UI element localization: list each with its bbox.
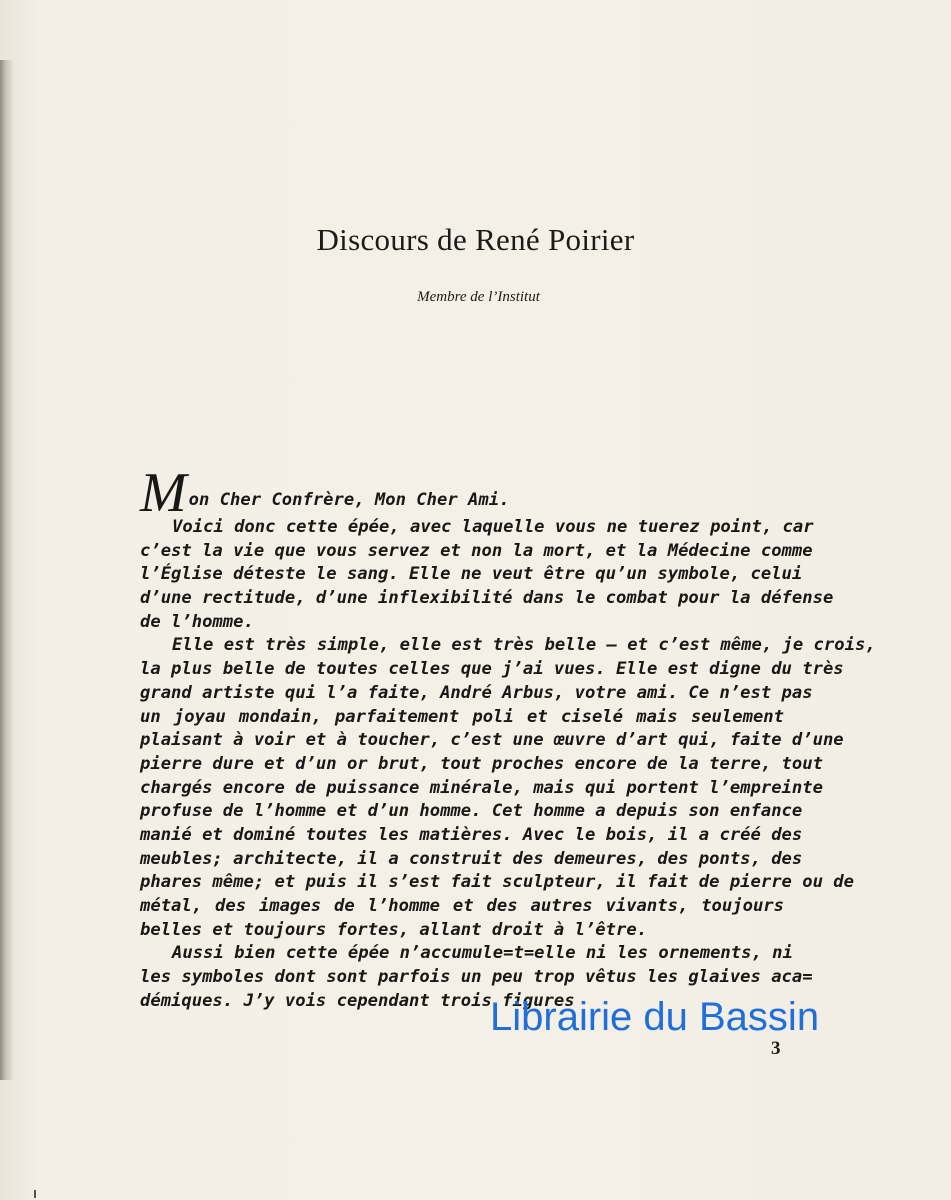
text-line: un joyau mondain, parfaitement poli et ciselé mais seulement <box>140 706 784 727</box>
text-line: Elle est très simple, elle est très belle — et c’est même, je crois, <box>172 635 876 656</box>
text-line: profuse de l’homme et d’un homme. Cet homme a depuis son enfance <box>140 801 803 822</box>
binding-mark <box>34 1190 36 1198</box>
page-number: 3 <box>771 1038 781 1059</box>
text-line: Aussi bien cette épée n’accumule=t=elle ni les ornements, ni <box>172 943 793 964</box>
text-line: meubles; architecte, il a construit des demeures, des ponts, des <box>140 848 803 869</box>
salutation-line <box>140 462 784 524</box>
text-line: chargés encore de puissance minérale, mais qui portent l’empreinte <box>140 777 823 798</box>
text-line: la plus belle de toutes celles que j’ai vues. Elle est digne du très <box>140 659 844 680</box>
binding-shadow <box>0 60 14 1080</box>
text-line: de l’homme. <box>140 611 254 632</box>
text-line: plaisant à voir et à toucher, c’est une œuvre d’art qui, faite d’une <box>140 730 844 751</box>
page-title: Discours de René Poirier <box>316 222 635 257</box>
text-line: belles et toujours fortes, allant droit à l’être. <box>140 919 648 940</box>
text-line: pierre dure et d’un or brut, tout proches encore de la terre, tout <box>140 753 823 774</box>
watermark-text: Librairie du Bassin <box>490 995 820 1039</box>
page-subtitle: Membre de l’Institut <box>417 289 540 305</box>
speech-body <box>140 462 876 1013</box>
text-line: métal, des images de l’homme et des autres vivants, toujours <box>140 896 784 916</box>
text-line: manié et dominé toutes les matières. Avec le bois, il a créé des <box>140 824 803 845</box>
text-line: d’une rectitude, d’une inflexibilité dans le combat pour la défense <box>140 588 834 609</box>
text-line: les symboles dont sont parfois un peu trop vêtus les glaives aca= <box>140 967 813 988</box>
drop-cap: M <box>140 462 187 524</box>
text-line: démiques. J’y vois cependant trois figures <box>140 990 575 1011</box>
text-line: Voici donc cette épée, avec laquelle vous ne tuerez point, car <box>172 517 814 537</box>
text-line: c’est la vie que vous servez et non la mort, et la Médecine comme <box>140 540 813 561</box>
text-line: l’Église déteste le sang. Elle ne veut être qu’un symbole, celui <box>140 564 803 585</box>
text-line: phares même; et puis il s’est fait sculpteur, il fait de pierre ou de <box>140 872 854 893</box>
salutation: on Cher Confrère, Mon Cher Ami. <box>188 490 510 511</box>
text-line: grand artiste qui l’a faite, André Arbus, votre ami. Ce n’est pas <box>140 682 813 703</box>
